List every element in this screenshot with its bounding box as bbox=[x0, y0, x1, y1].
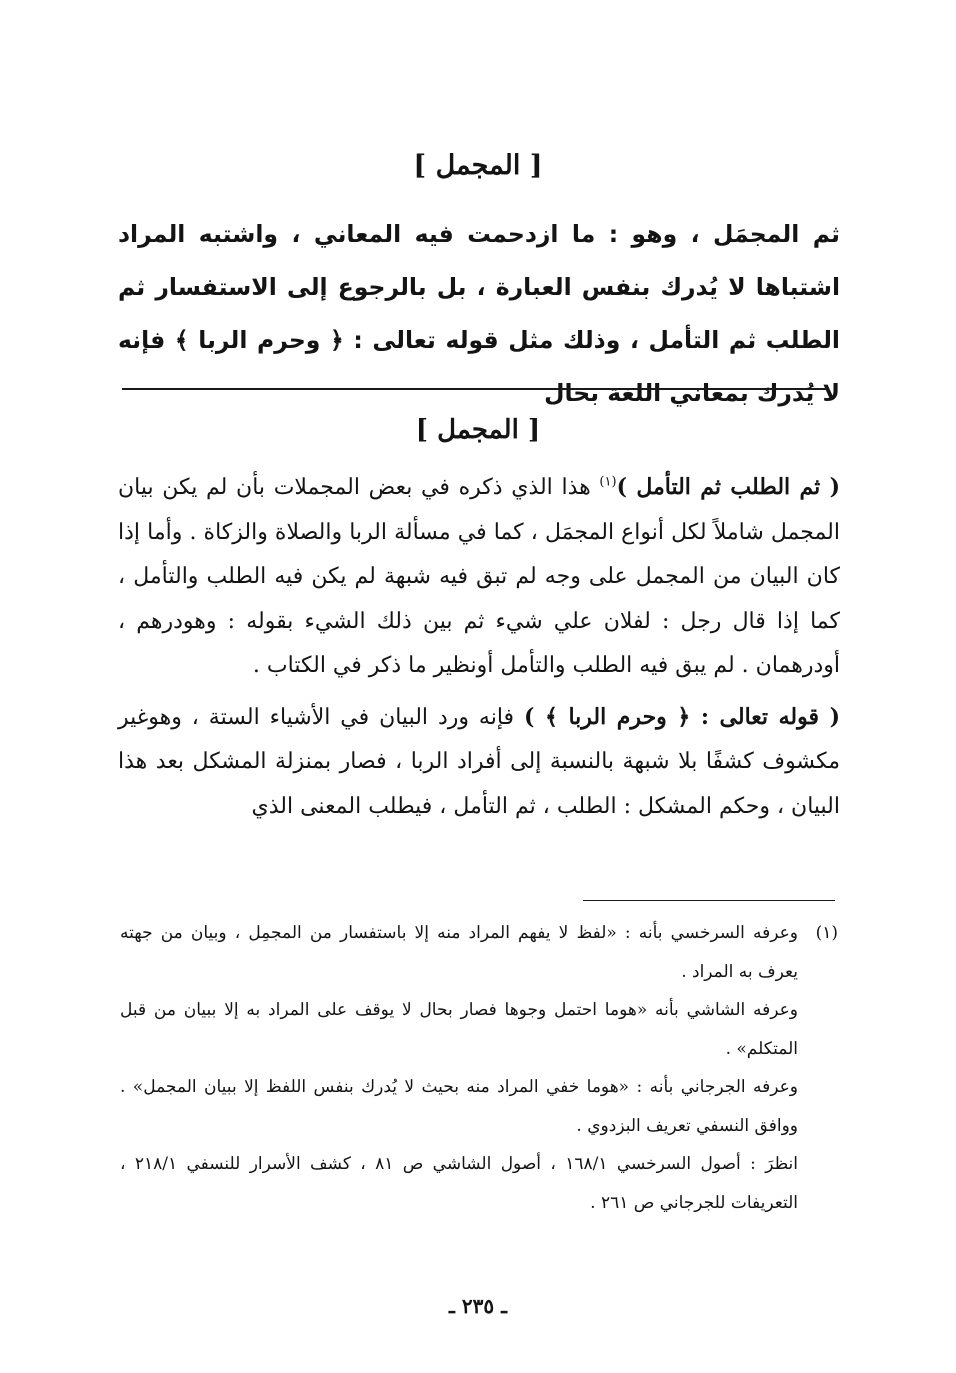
matn-sharh-divider bbox=[122, 388, 828, 390]
page-number: ـ ٢٣٥ ـ bbox=[449, 1294, 507, 1318]
sharh-paragraph-2 bbox=[118, 695, 840, 830]
sharh-paragraph-1-body: هذا الذي ذكره في بعض المجملات بأن لم يكن بيان المجمل شاملاً لكل أنواع المجمَل ، كما في مسألة الربا والصلاة والزكاة . وأما إذا كان البيان من المجمل على وجه لم تبق فيه شبهة لم يكن فيه الطلب والتأمل ، كما إذا قال رجل : لفلان علي شيء ثم بين ذلك الشيء بقوله : وهودرهم ، أودرهمان . لم يبق فيه الطلب والتأمل أونظير ما ذكر في الكتاب . bbox=[118, 475, 840, 678]
sharh-paragraph-2-lead: ( قوله تعالى : ﴿ وحرم الربا ﴾ ) bbox=[523, 703, 840, 730]
footnote-marker[interactable]: (١) bbox=[599, 474, 617, 490]
sharh-paragraph-1 bbox=[118, 465, 840, 689]
footnote-line-shashi: وعرفه الشاشي بأنه «هوما احتمل وجوها فصار بحال لا يوقف على المراد به إلا ببيان من قبل المتكلم» . bbox=[120, 1000, 798, 1059]
sharh-heading: [ المجمل ] bbox=[415, 415, 541, 445]
footnote-line-sarakhsi: وعرفه السرخسي بأنه : «لفظ لا يفهم المراد منه إلا باستفسار من المجمِل ، وبيان من جهته يعرف به المراد . bbox=[120, 923, 798, 982]
matn-heading: [ المجمل ] bbox=[413, 150, 543, 181]
footnote-body bbox=[120, 914, 798, 1222]
footnote-divider bbox=[583, 900, 835, 901]
sharh-paragraph-1-lead: ( ثم الطلب ثم التأمل ) bbox=[616, 474, 841, 500]
footnote-1 bbox=[120, 914, 838, 1222]
footnote-line-jurjani: وعرفه الجرجاني بأنه : «هوما خفي المراد منه بحيث لا يُدرك بنفس اللفظ إلا ببيان المجمل» . ووافق النسفي تعريف البزدوي . bbox=[120, 1077, 798, 1136]
matn-text: ثم المجمَل ، وهو : ما ازدحمت فيه المعاني ، واشتبه المراد اشتباها لا يُدرك بنفس العبارة ، بل بالرجوع إلى الاستفسار ثم الطلب ثم التأمل ، وذلك مثل قوله تعالى : ﴿ وحرم الربا ﴾ فإنه لا يُدرك بمعاني اللغة بحال bbox=[118, 220, 840, 407]
footnote-line-references: انظرَ : أصول السرخسي ١٦٨/١ ، أصول الشاشي ص ٨١ ، كشف الأسرار للنسفي ٢١٨/١ ، التعريفات للجرجاني ص ٢٦١ . bbox=[120, 1154, 799, 1213]
footnote-number: (١) bbox=[815, 923, 838, 943]
sharh-paragraph-2-body: فإنه ورد البيان في الأشياء الستة ، وهوغير مكشوف كشفًا بلا شبهة بالنسبة إلى أفراد الربا ، فصار بمنزلة المشكل بعد هذا البيان ، وحكم المشكل : الطلب ، ثم التأمل ، فيطلب المعنى الذي bbox=[118, 704, 840, 819]
sharh-text bbox=[118, 465, 840, 837]
footnotes bbox=[120, 914, 838, 1222]
